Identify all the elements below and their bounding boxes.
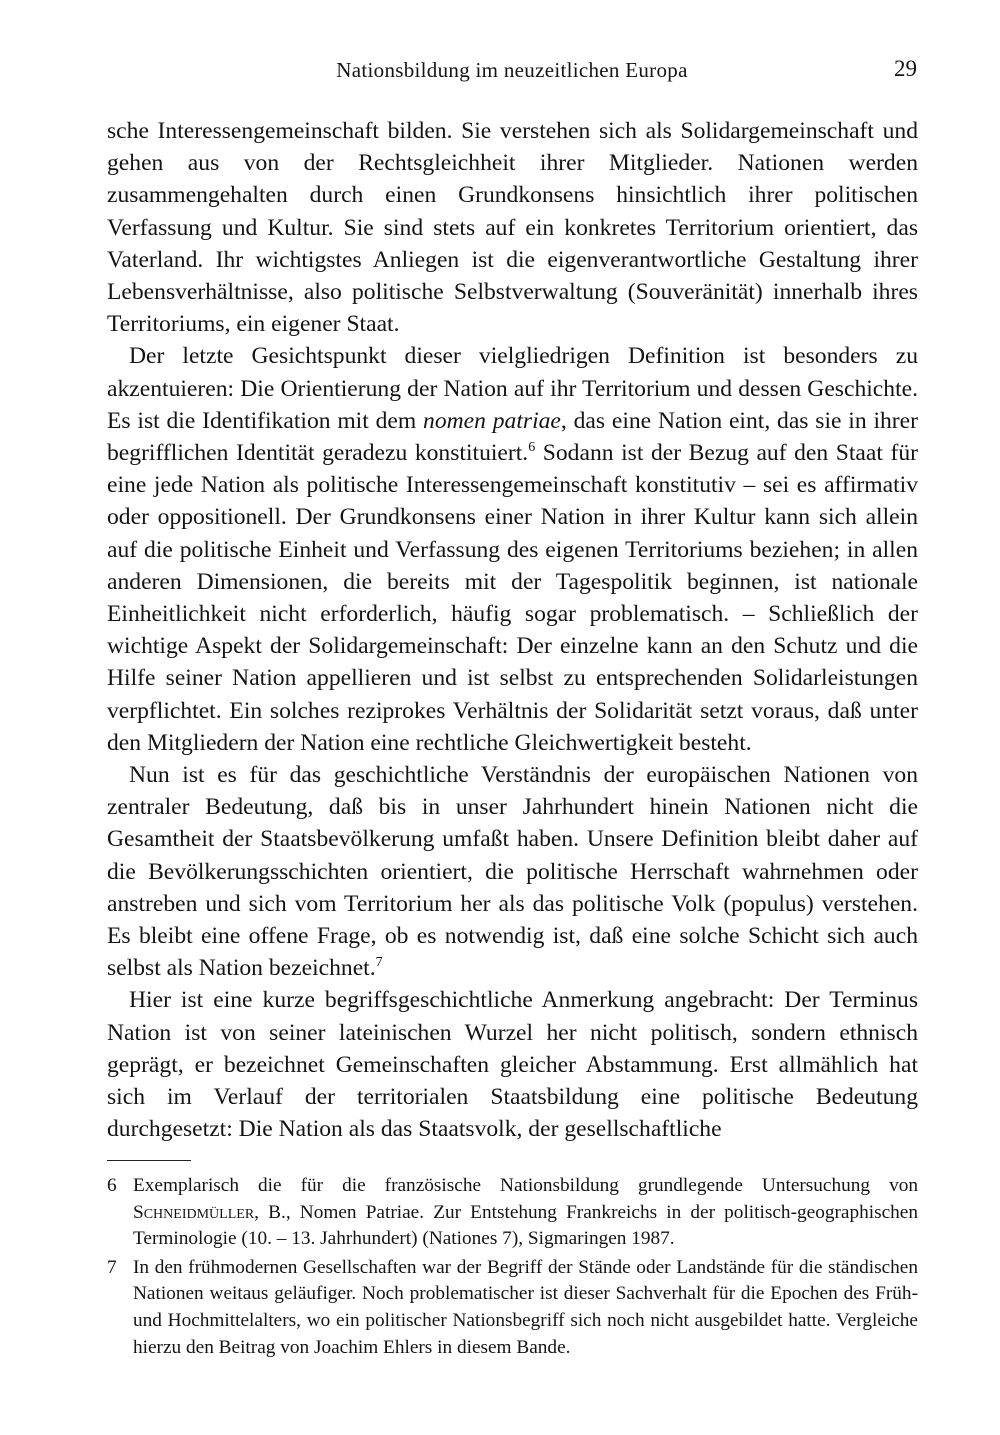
paragraph-1-text: sche Interessengemeinschaft bilden. Sie verstehen sich als Solidargemeinschaft und gehen aus von der Rechtsgleichheit ihrer Mitglieder. Nationen werden zusammengehalten durch einen Grundkonsens hinsichtlich ihrer politischen Verfassung und Kultur. Sie sind stets auf ein konkretes Territorium orientiert, das Vaterland. Ihr wichtigstes Anliegen ist die eigenverantwortliche Gestaltung ihrer Lebensverhältnisse, also politische Selbstverwaltung (Souveränität) innerhalb ihres Territoriums, ein eigener Staat. (107, 118, 918, 338)
body-text (107, 115, 918, 1146)
footnote-ref-7: 7 (375, 955, 383, 971)
author-name-smallcaps: Schneidmüller (133, 1201, 255, 1223)
paragraph-3 (107, 759, 918, 984)
footnote-divider (107, 1160, 191, 1161)
footnote-6-text-a: Exemplarisch die für die französische Nationsbildung grundlegende Untersuchung von (133, 1175, 918, 1196)
footnote-6 (107, 1173, 918, 1253)
paragraph-3-text: Nun ist es für das geschichtliche Verständnis der europäischen Nationen von zentraler Bedeutung, daß bis in unser Jahrhundert hinein Nationen nicht die Gesamtheit der Staatsbevölkerung umfaßt haben. Unsere Definition bleibt daher auf die Bevölkerungsschichten orientiert, die politische Herrschaft wahrnehmen oder anstreben und sich vom Territorium her als das politische Volk (populus) verstehen. Es bleibt eine offene Frage, ob es notwendig ist, daß eine solche Schicht sich auch selbst als Nation bezeichnet. (107, 762, 918, 982)
paragraph-4-text: Hier ist eine kurze begriffsgeschichtliche Anmerkung angebracht: Der Terminus Nation ist von seiner lateinischen Wurzel her nicht politisch, sondern ethnisch geprägt, er bezeichnet Gemeinschaften gleicher Abstammung. Erst allmählich hat sich im Verlauf der territorialen Staatsbildung eine politische Bedeutung durchgesetzt: Die Nation als das Staatsvolk, der gesellschaftliche (107, 987, 918, 1143)
page-number: 29 (894, 56, 917, 81)
page-header (107, 56, 917, 90)
paragraph-2-text-b: , das eine Nation eint, das sie in ihrer begrifflichen Identität geradezu konstituiert. (107, 407, 918, 467)
latin-term-nomen-patriae: nomen patriae (423, 407, 561, 434)
footnotes (107, 1173, 918, 1361)
paragraph-4 (107, 984, 918, 1145)
footnote-ref-6: 6 (528, 440, 536, 456)
footnote-number: 6 (107, 1175, 117, 1196)
paragraph-2-text-a: Der letzte Gesichtspunkt dieser vielgliedrigen Definition ist besonders zu akzentuieren: Die Orientierung der Nation auf ihr Territorium und dessen Geschichte. Es ist die Identifikation mit dem (107, 343, 918, 434)
footnote-7-text: In den frühmodernen Gesellschaften war der Begriff der Stände oder Landstände für die ständischen Nationen weitaus geläufiger. Noch problematischer ist dieser Sachverhalt für die Epochen des Früh- und Hochmittelalters, wo ein politischer Nationsbegriff sich noch nicht ausgebildet hatte. Vergleiche hierzu den Beitrag von Joachim Ehlers in diesem Bande. (133, 1256, 918, 1358)
paragraph-2-text-c: Sodann ist der Bezug auf den Staat für eine jede Nation als politische Interessengemeinschaft konstitutiv – sei es affirmativ oder oppositionell. Der Grundkonsens einer Nation in ihrer Kultur kann sich allein auf die politische Einheit und Verfassung des eigenen Territoriums beziehen; in allen anderen Dimensionen, die bereits mit der Tagespolitik beginnen, ist nationale Einheitlichkeit nicht erforderlich, häufig sogar problematisch. – Schließlich der wichtige Aspekt der Solidargemeinschaft: Der einzelne kann an den Schutz und die Hilfe seiner Nation appellieren und ist selbst zu entsprechenden Solidarleistungen verpflichtet. Ein solches reziprokes Verhältnis der Solidarität setzt voraus, daß unter den Mitgliedern der Nation eine rechtliche Gleichwertigkeit besteht. (107, 440, 918, 756)
paragraph-2 (107, 340, 918, 759)
footnote-7 (107, 1255, 918, 1361)
paragraph-1 (107, 115, 918, 340)
footnote-6-text-b: , B., Nomen Patriae. Zur Entstehung Frankreichs in der politisch-geographischen Terminologie (10. – 13. Jahrhundert) (Nationes 7), Sigmaringen 1987. (133, 1201, 918, 1250)
footnote-number: 7 (107, 1256, 117, 1278)
running-head: Nationsbildung im neuzeitlichen Europa (336, 58, 688, 82)
